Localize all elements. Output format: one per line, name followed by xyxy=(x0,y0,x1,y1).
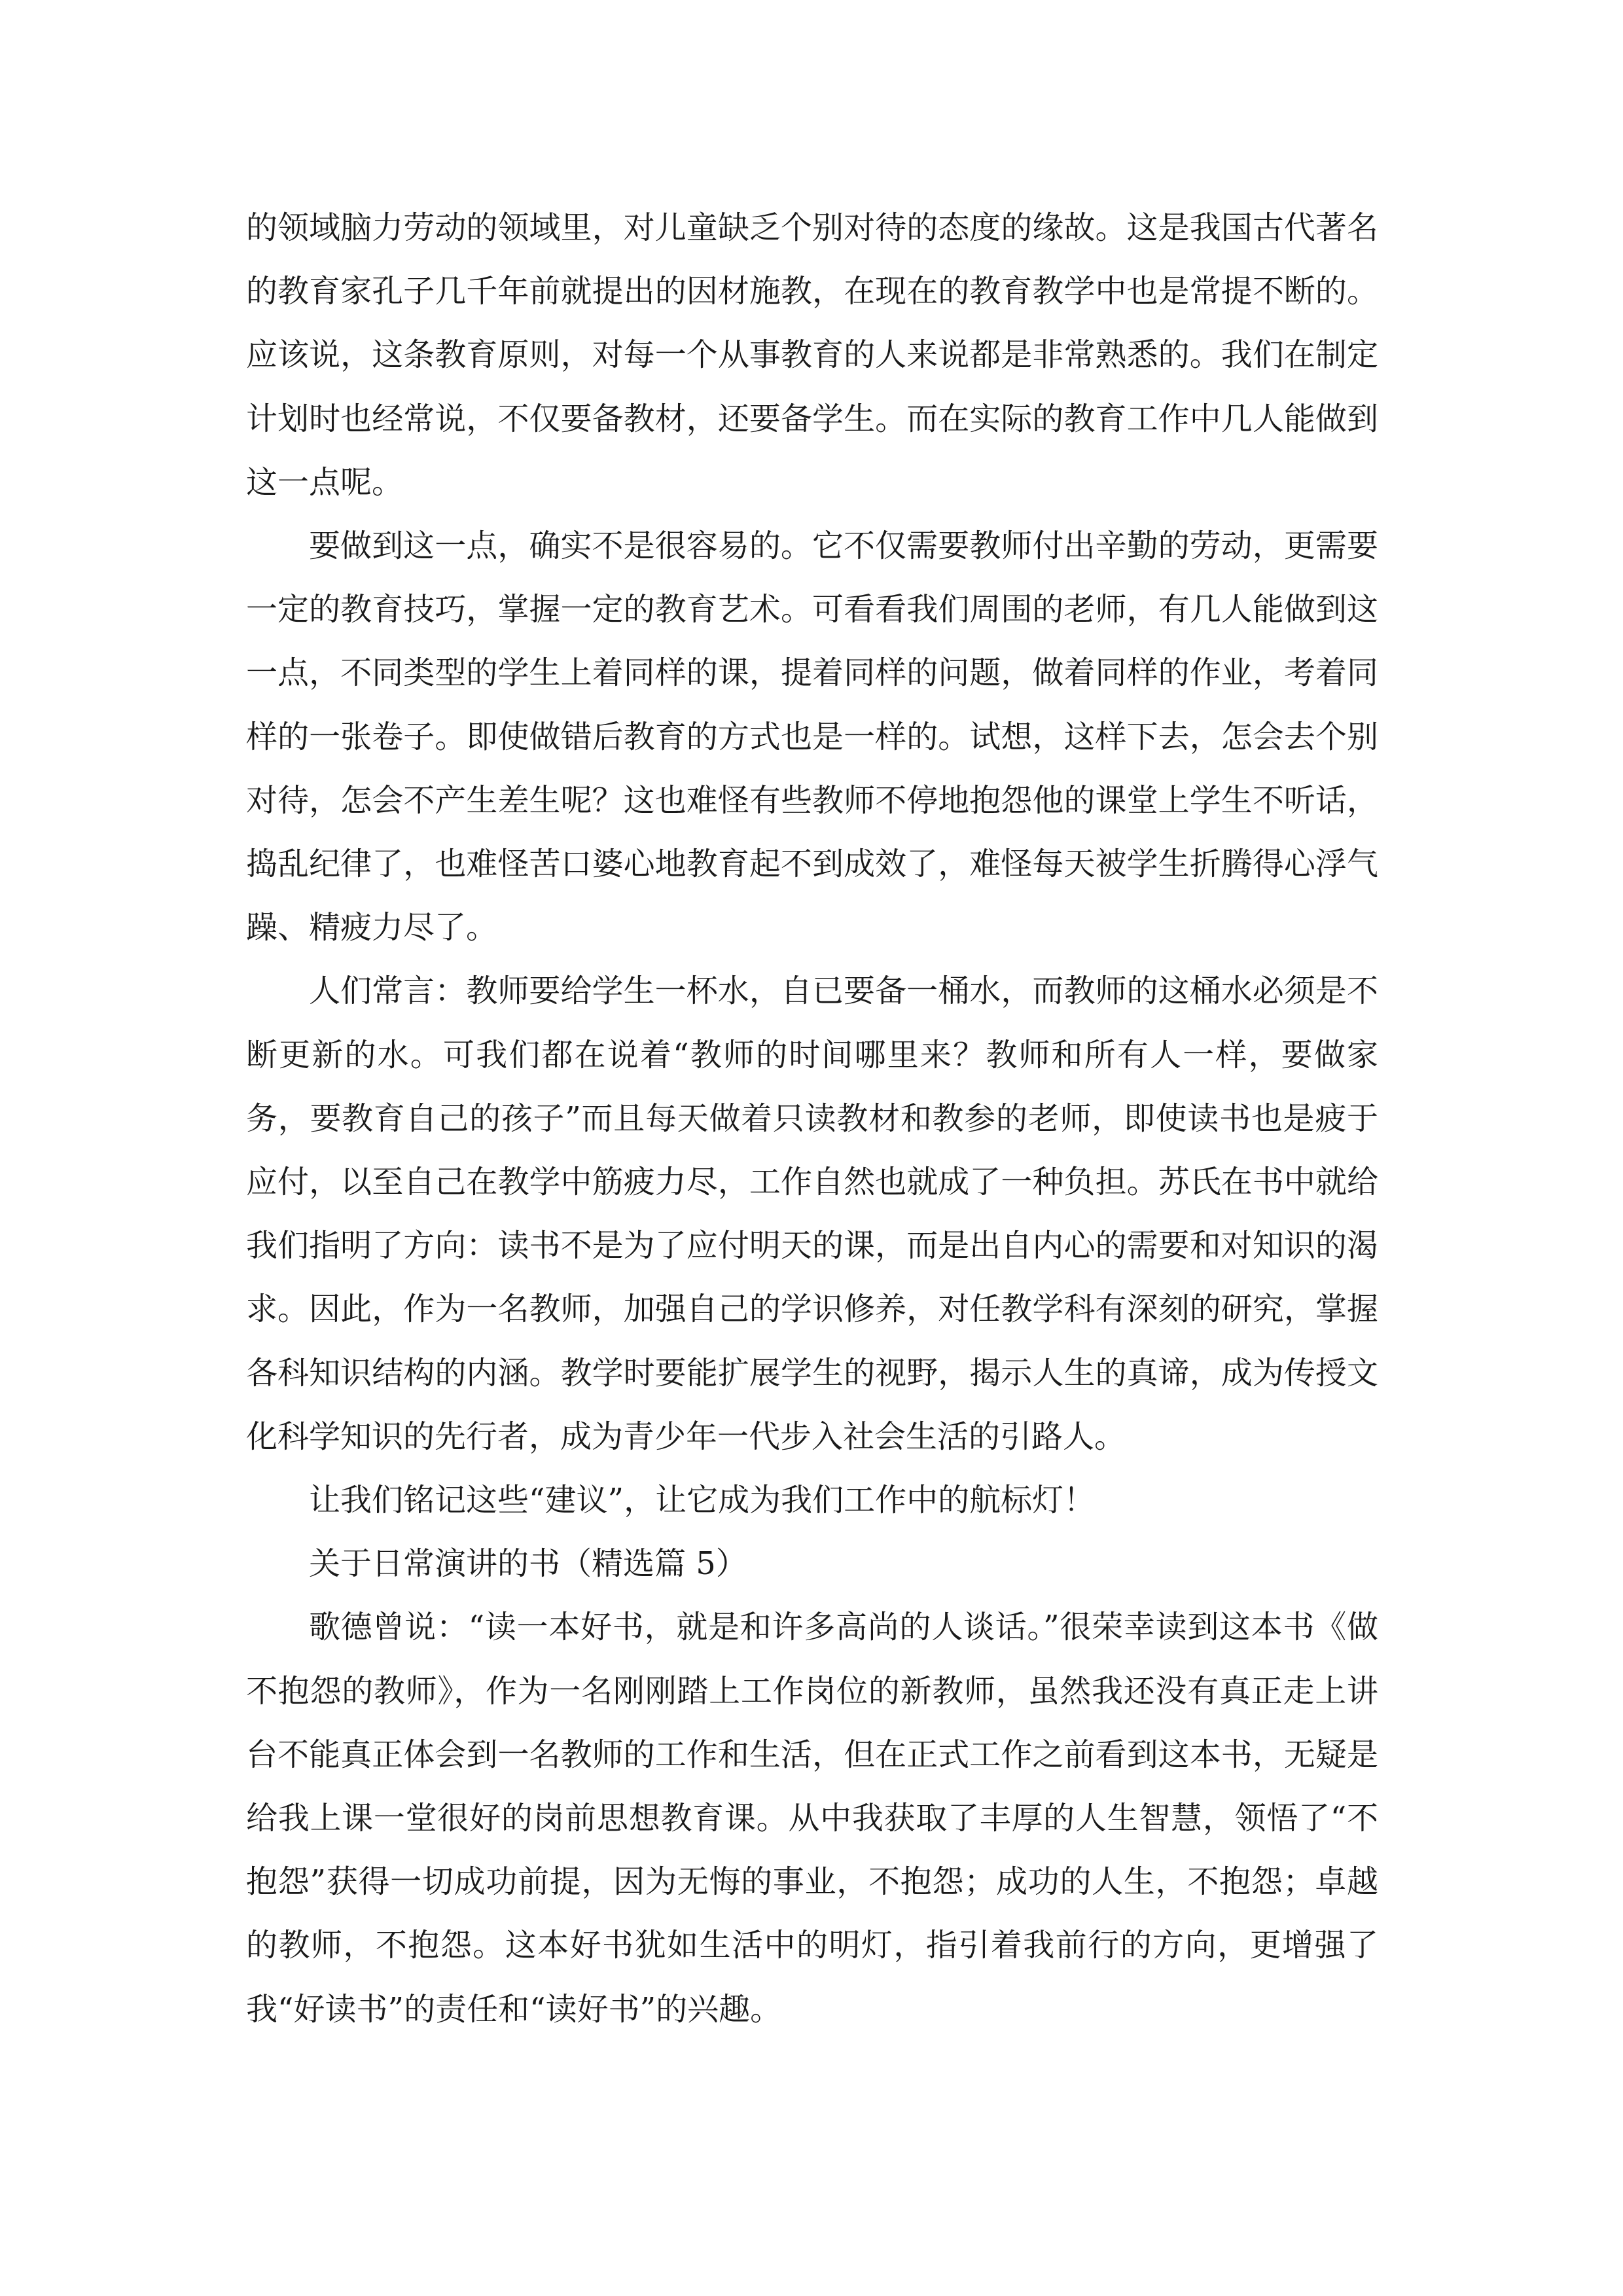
section-heading: 关于日常演讲的书（精选篇 5） xyxy=(309,1545,747,1583)
paragraph-continued: 的领域脑力劳动的领域里，对儿童缺乏个别对待的态度的缘故。这是我国古代著名的教育家孔子几千年前就提出的因材施教，在现在的教育教学中也是常提不断的。应该说，这条教育原则，对每一个从事教育的人来说都是非常熟悉的。我们在制定计划时也经常说，不仅要备教材，还要备学生。而在实际的教育工作中几人能做到这一点呢。 xyxy=(246,209,1378,501)
paragraph: 人们常言：教师要给学生一杯水，自已要备一桶水，而教师的这桶水必须是不断更新的水。可我们都在说着“教师的时间哪里来？教师和所有人一样，要做家务，要教育自己的孩子”而且每天做着只读教材和教参的老师，即使读书也是疲于应付，以至自己在教学中筋疲力尽，工作自然也就成了一种负担。苏氏在书中就给我们指明了方向：读书不是为了应付明天的课，而是出自内心的需要和对知识的渴求。因此，作为一名教师，加强自己的学识修养，对任教学科有深刻的研究，掌握各科知识结构的内涵。教学时要能扩展学生的视野，揭示人生的真谛，成为传授文化科学知识的先行者，成为青少年一代步入社会生活的引路人。 xyxy=(246,973,1378,1455)
paragraph: 让我们铭记这些“建议”，让它成为我们工作中的航标灯！ xyxy=(309,1482,1096,1519)
body-text xyxy=(246,196,1378,2041)
paragraph: 歌德曾说：“读一本好书，就是和许多高尚的人谈话。”很荣幸读到这本书《做不抱怨的教师》，作为一名刚刚踏上工作岗位的新教师，虽然我还没有真正走上讲台不能真正体会到一名教师的工作和生活，但在正式工作之前看到这本书，无疑是给我上课一堂很好的岗前思想教育课。从中我获取了丰厚的人生智慧，领悟了“不抱怨”获得一切成功前提，因为无悔的事业，不抱怨；成功的人生，不抱怨；卓越的教师，不抱怨。这本好书犹如生活中的明灯，指引着我前行的方向，更增强了我“好读书”的责任和“读好书”的兴趣。 xyxy=(246,1609,1378,2028)
paragraph: 要做到这一点，确实不是很容易的。它不仅需要教师付出辛勤的劳动，更需要一定的教育技巧，掌握一定的教育艺术。可看看我们周围的老师，有几人能做到这一点，不同类型的学生上着同样的课，提着同样的问题，做着同样的作业，考着同样的一张卷子。即使做错后教育的方式也是一样的。试想，这样下去，怎会去个别对待，怎会不产生差生呢？这也难怪有些教师不停地抱怨他的课堂上学生不听话，捣乱纪律了，也难怪苦口婆心地教育起不到成效了，难怪每天被学生折腾得心浮气躁、精疲力尽了。 xyxy=(246,528,1378,946)
